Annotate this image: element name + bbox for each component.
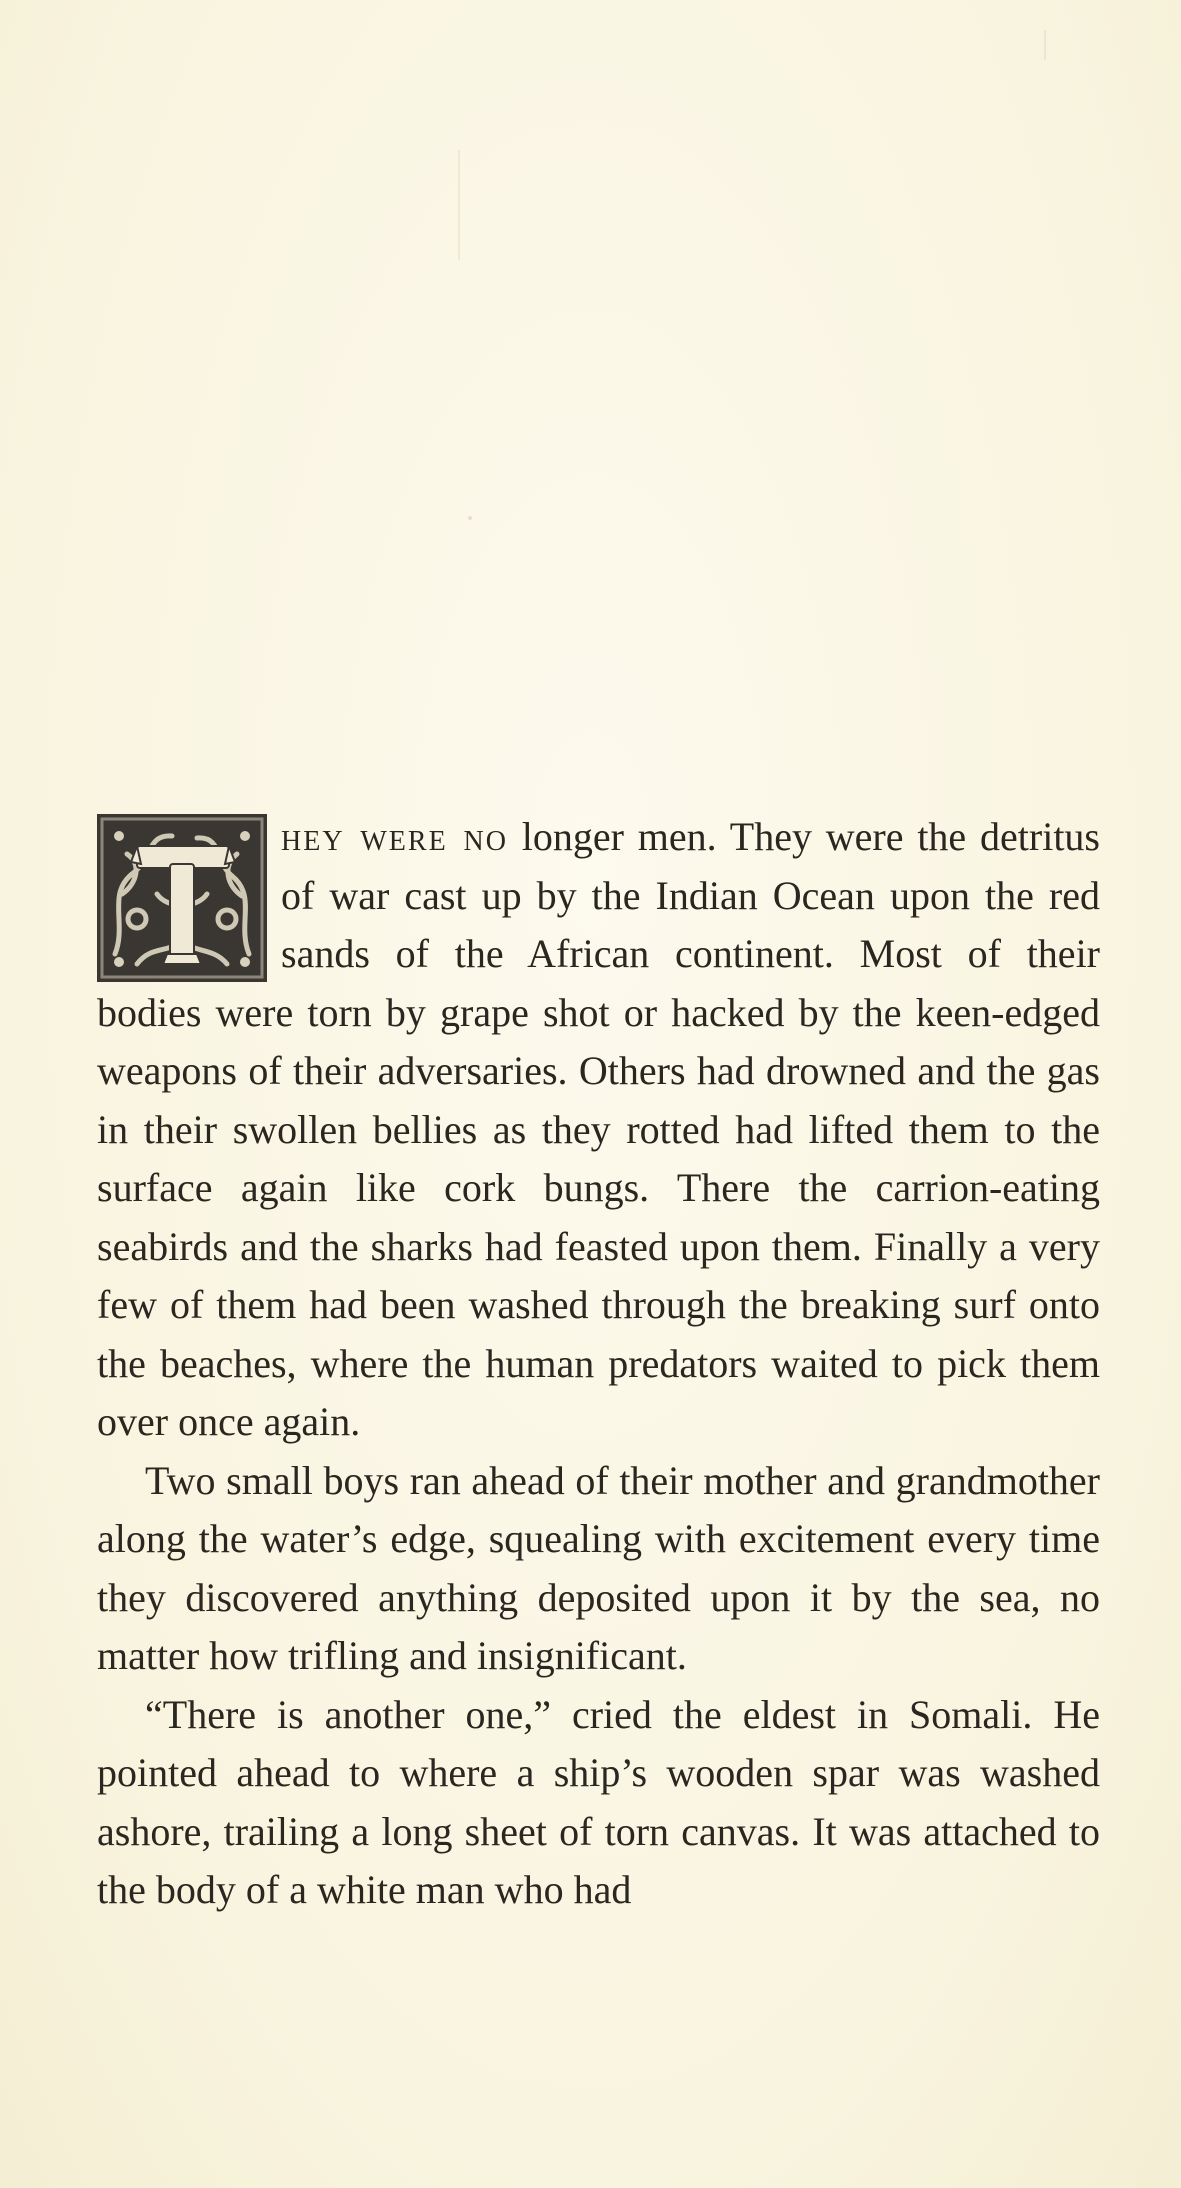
paper-mark <box>458 150 460 260</box>
paper-mark <box>1044 30 1046 60</box>
opening-small-caps: hey were no <box>281 814 508 859</box>
paragraph-3: “There is another one,” cried the eldest in Somali. He pointed ahead to where a ship’s wooden spar was washed ashore, trailing a long sheet of torn canvas. It was attached to the body of a white man who had <box>97 1691 1100 1912</box>
paragraph-2: Two small boys ran ahead of their mother and grandmother along the water’s edge, squealing with excitement every time they discovered anything deposited upon it by the sea, no matter how trifling and insignificant. <box>97 1457 1100 1678</box>
paper-mark <box>468 516 472 520</box>
ornamental-drop-cap <box>97 814 267 982</box>
ornamental-drop-cap-icon <box>97 814 267 982</box>
paragraph-1-text: longer men. They were the detritus of war cast up by the Indian Ocean upon the red sands of the African continent. Most of their bodies were torn by grape shot or hacked by the keen-edged weapons of their adversaries. Others had drowned and the gas in their swollen bellies as they rotted had lifted them to the surface again like cork bungs. There the carrion-eating seabirds and the sharks had feasted upon them. Finally a very few of them had been washed through the breaking surf onto the beaches, where the human predators waited to pick them over once again. <box>97 814 1100 1444</box>
chapter-opening-text <box>97 808 1100 1920</box>
paragraph-1 <box>97 808 1100 1452</box>
